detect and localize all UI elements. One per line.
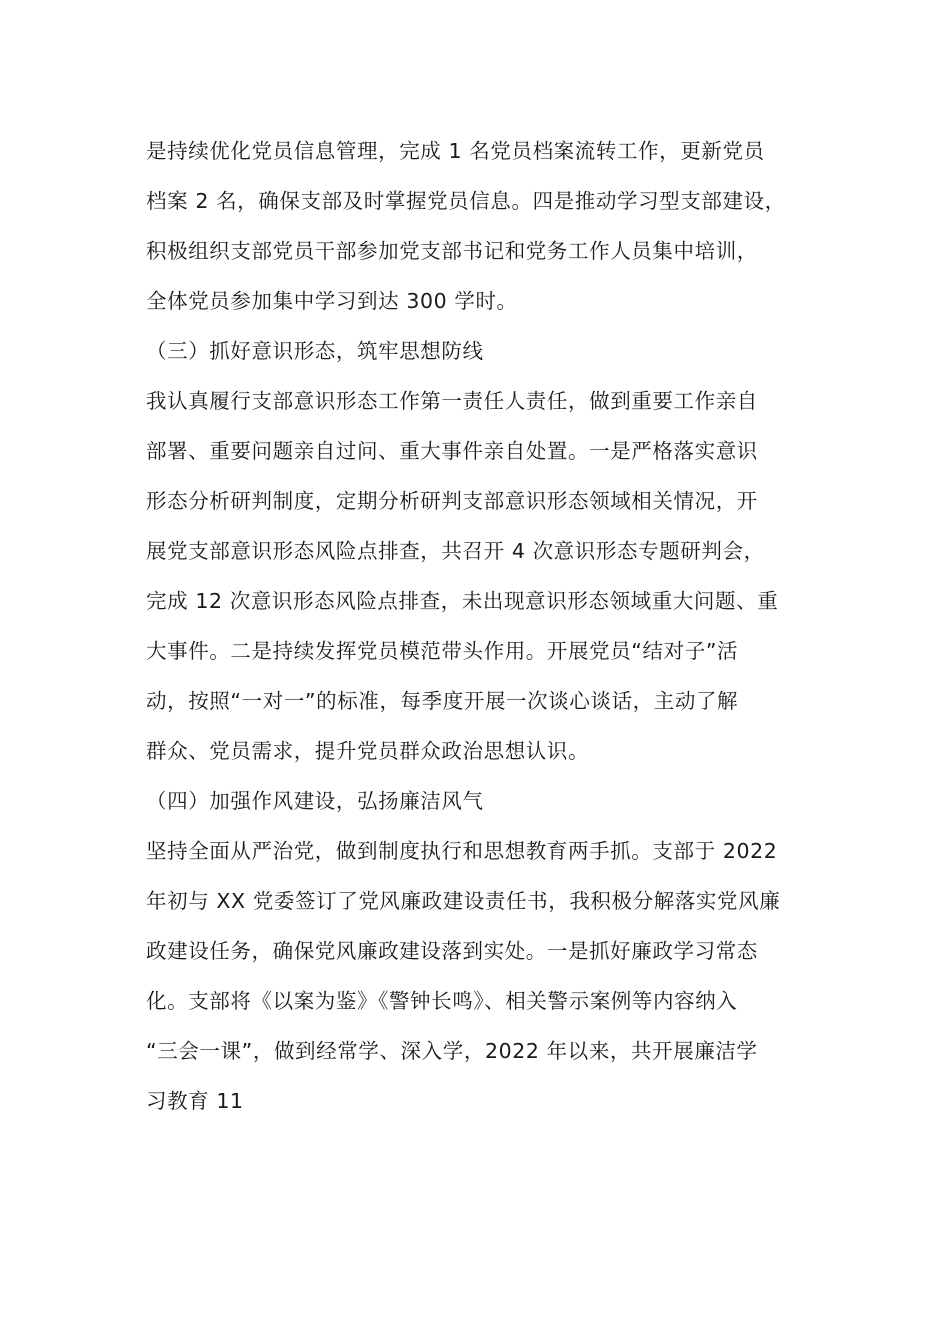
paragraph-line: 展党支部意识形态风险点排查，共召开 4 次意识形态专题研判会， xyxy=(146,539,765,563)
paragraph-line: 积极组织支部党员干部参加党支部书记和党务工作人员集中培训， xyxy=(146,239,758,263)
paragraph-line: 部署、重要问题亲自过问、重大事件亲自处置。一是严格落实意识 xyxy=(146,439,758,463)
paragraph-line: 群众、党员需求，提升党员群众政治思想认识。 xyxy=(146,739,590,763)
paragraph-line: “三会一课”，做到经常学、深入学，2022 年以来，共开展廉洁学 xyxy=(146,1039,758,1063)
paragraph-line: 化。支部将《以案为鉴》《警钟长鸣》、相关警示案例等内容纳入 xyxy=(146,989,738,1013)
paragraph-line: 我认真履行支部意识形态工作第一责任人责任，做到重要工作亲自 xyxy=(146,389,758,413)
paragraph-line: 政建设任务，确保党风廉政建设落到实处。一是抓好廉政学习常态 xyxy=(146,939,758,963)
paragraph-line: 年初与 XX 党委签订了党风廉政建设责任书，我积极分解落实党风廉 xyxy=(146,889,781,913)
paragraph-line: 全体党员参加集中学习到达 300 学时。 xyxy=(146,289,518,313)
paragraph-line: 坚持全面从严治党，做到制度执行和思想教育两手抓。支部于 2022 xyxy=(146,839,778,863)
paragraph-line: 大事件。二是持续发挥党员模范带头作用。开展党员“结对子”活 xyxy=(146,639,739,663)
section-heading: （三）抓好意识形态，筑牢思想防线 xyxy=(146,339,484,363)
paragraph-line: 习教育 11 xyxy=(146,1089,244,1113)
paragraph-line: 是持续优化党员信息管理，完成 1 名党员档案流转工作，更新党员 xyxy=(146,139,765,163)
paragraph-line: 形态分析研判制度，定期分析研判支部意识形态领域相关情况，开 xyxy=(146,489,758,513)
paragraph-line: 完成 12 次意识形态风险点排查，未出现意识形态领域重大问题、重 xyxy=(146,589,779,613)
section-heading: （四）加强作风建设，弘扬廉洁风气 xyxy=(146,789,484,813)
paragraph-line: 动，按照“一对一”的标准，每季度开展一次谈心谈话，主动了解 xyxy=(146,689,739,713)
paragraph-line: 档案 2 名，确保支部及时掌握党员信息。四是推动学习型支部建设， xyxy=(146,189,786,213)
